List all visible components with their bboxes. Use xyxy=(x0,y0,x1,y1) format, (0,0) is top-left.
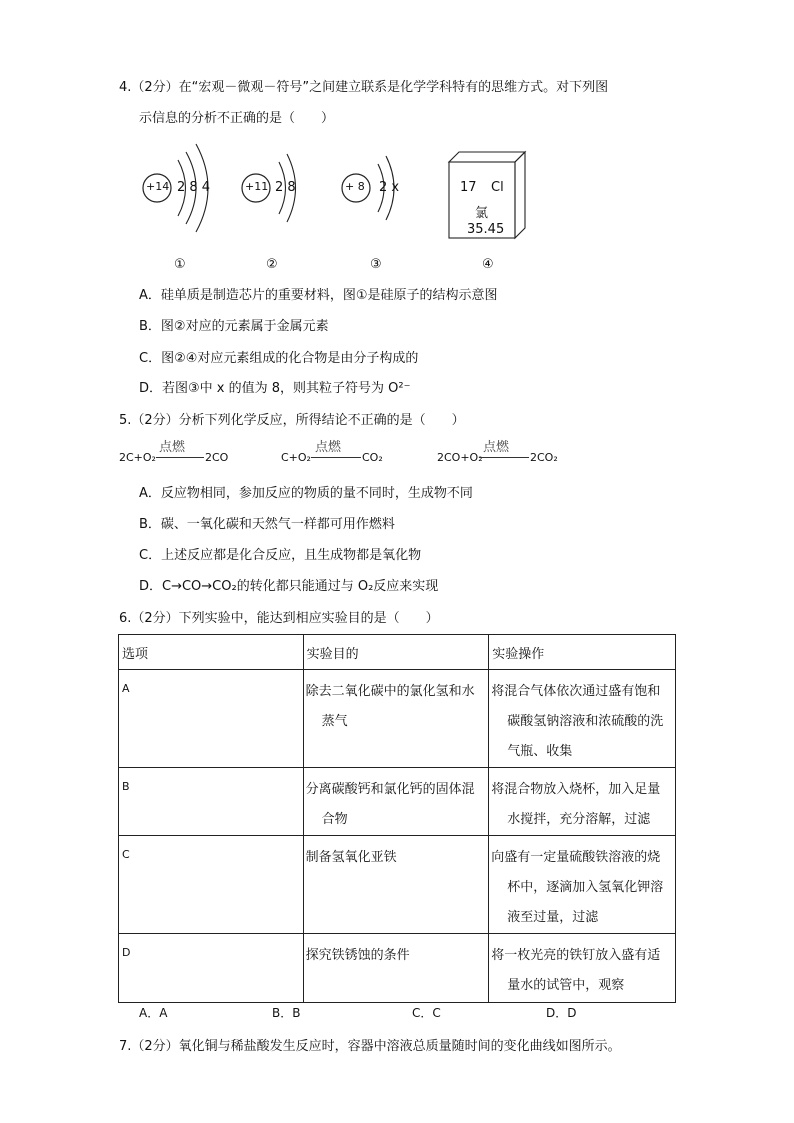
row-option: A xyxy=(122,682,130,695)
fig4-element-name: 氯 xyxy=(475,206,489,221)
eq1-right: 2CO xyxy=(205,451,229,464)
fig4-symbol: Cl xyxy=(491,180,504,195)
q5-option-d: D．C→CO→CO₂的转化都只能通过与 O₂反应来实现 xyxy=(139,579,439,594)
q6-answer-c: C．C xyxy=(412,1006,441,1020)
q4-option-b: B．图②对应的元素属于金属元素 xyxy=(139,319,329,334)
q5-option-a: A．反应物相同，参加反应的物质的量不同时，生成物不同 xyxy=(139,486,473,501)
q5-option-b: B．碳、一氧化碳和天然气一样都可用作燃料 xyxy=(139,517,395,532)
row-option: D xyxy=(122,946,131,959)
q6-experiment-table xyxy=(118,634,676,1003)
fig2-label: ② xyxy=(266,257,278,272)
eq2-right: CO₂ xyxy=(362,451,383,464)
header-purpose: 实验目的 xyxy=(303,635,489,670)
q6-stem: 6.（2分）下列实验中，能达到相应实验目的是（ ） xyxy=(119,611,439,626)
atom-diagrams xyxy=(130,138,530,278)
q5-equation-2 xyxy=(281,436,391,466)
row-purpose: 分离碳酸钙和氯化钙的固体混合物 xyxy=(305,782,475,827)
row-option: B xyxy=(122,780,130,793)
fig1-nucleus: +14 xyxy=(146,180,170,193)
q5-stem: 5.（2分）分析下列化学反应，所得结论不正确的是（ ） xyxy=(119,413,465,428)
table-row xyxy=(119,670,676,768)
eq3-arrow xyxy=(479,457,529,458)
row-purpose: 制备氢氧化亚铁 xyxy=(305,850,397,865)
fig4-atomic-number: 17 xyxy=(460,180,477,195)
eq3-condition: 点燃 xyxy=(483,440,510,455)
row-operation: 将混合气体依次通过盛有饱和碳酸氢钠溶液和浓硫酸的洗气瓶、收集 xyxy=(491,684,664,759)
q4-option-d: D．若图③中 x 的值为 8，则其粒子符号为 O²⁻ xyxy=(139,381,411,396)
header-operation: 实验操作 xyxy=(489,635,676,670)
fig4-label: ④ xyxy=(482,257,494,272)
q5-equation-3 xyxy=(437,436,567,466)
fig3-nucleus: + 8 xyxy=(345,180,365,193)
row-purpose: 除去二氧化碳中的氯化氢和水蒸气 xyxy=(305,684,475,729)
q7-stem: 7.（2分）氧化铜与稀盐酸发生反应时，容器中溶液总质量随时间的变化曲线如图所示。 xyxy=(119,1039,621,1054)
table-row xyxy=(119,836,676,934)
eq2-condition: 点燃 xyxy=(315,440,342,455)
q4-stem-line2: 示信息的分析不正确的是（ ） xyxy=(139,111,335,126)
row-operation: 将一枚光亮的铁钉放入盛有适量水的试管中，观察 xyxy=(491,948,661,993)
q4-option-c: C．图②④对应元素组成的化合物是由分子构成的 xyxy=(139,351,419,366)
row-purpose: 探究铁锈蚀的条件 xyxy=(305,948,410,963)
q6-answer-a: A．A xyxy=(139,1006,168,1020)
row-option: C xyxy=(122,848,130,861)
row-operation: 向盛有一定量硫酸铁溶液的烧杯中，逐滴加入氢氧化钾溶液至过量，过滤 xyxy=(491,850,664,925)
fig1-label: ① xyxy=(174,257,186,272)
q5-equation-1 xyxy=(119,436,239,466)
row-operation: 将混合物放入烧杯，加入足量水搅拌，充分溶解，过滤 xyxy=(491,782,661,827)
eq2-left: C+O₂ xyxy=(281,451,311,464)
fig1-shells: 2 8 4 xyxy=(177,180,211,195)
q4-option-a: A．硅单质是制造芯片的重要材料，图①是硅原子的结构示意图 xyxy=(139,288,498,303)
table-row xyxy=(119,934,676,1003)
eq3-left: 2CO+O₂ xyxy=(437,451,483,464)
header-option: 选项 xyxy=(119,635,304,670)
table-row xyxy=(119,768,676,836)
q4-stem-line1: 4.（2分）在“宏观－微观－符号”之间建立联系是化学学科特有的思维方式。对下列图 xyxy=(119,80,609,95)
fig4-atomic-mass: 35.45 xyxy=(467,222,505,237)
eq3-right: 2CO₂ xyxy=(530,451,558,464)
fig3-shells: 2 x xyxy=(379,180,400,195)
q6-answer-d: D．D xyxy=(546,1006,577,1020)
eq2-arrow xyxy=(311,457,361,458)
fig2-shells: 2 8 xyxy=(275,180,296,195)
eq1-left: 2C+O₂ xyxy=(119,451,156,464)
eq1-condition: 点燃 xyxy=(159,440,186,455)
fig3-label: ③ xyxy=(370,257,382,272)
q6-answer-b: B．B xyxy=(272,1006,301,1020)
fig2-nucleus: +11 xyxy=(245,180,269,193)
q5-option-c: C．上述反应都是化合反应，且生成物都是氧化物 xyxy=(139,548,422,563)
eq1-arrow xyxy=(156,457,204,458)
q4-figure xyxy=(130,138,530,278)
table-header-row xyxy=(119,635,676,670)
